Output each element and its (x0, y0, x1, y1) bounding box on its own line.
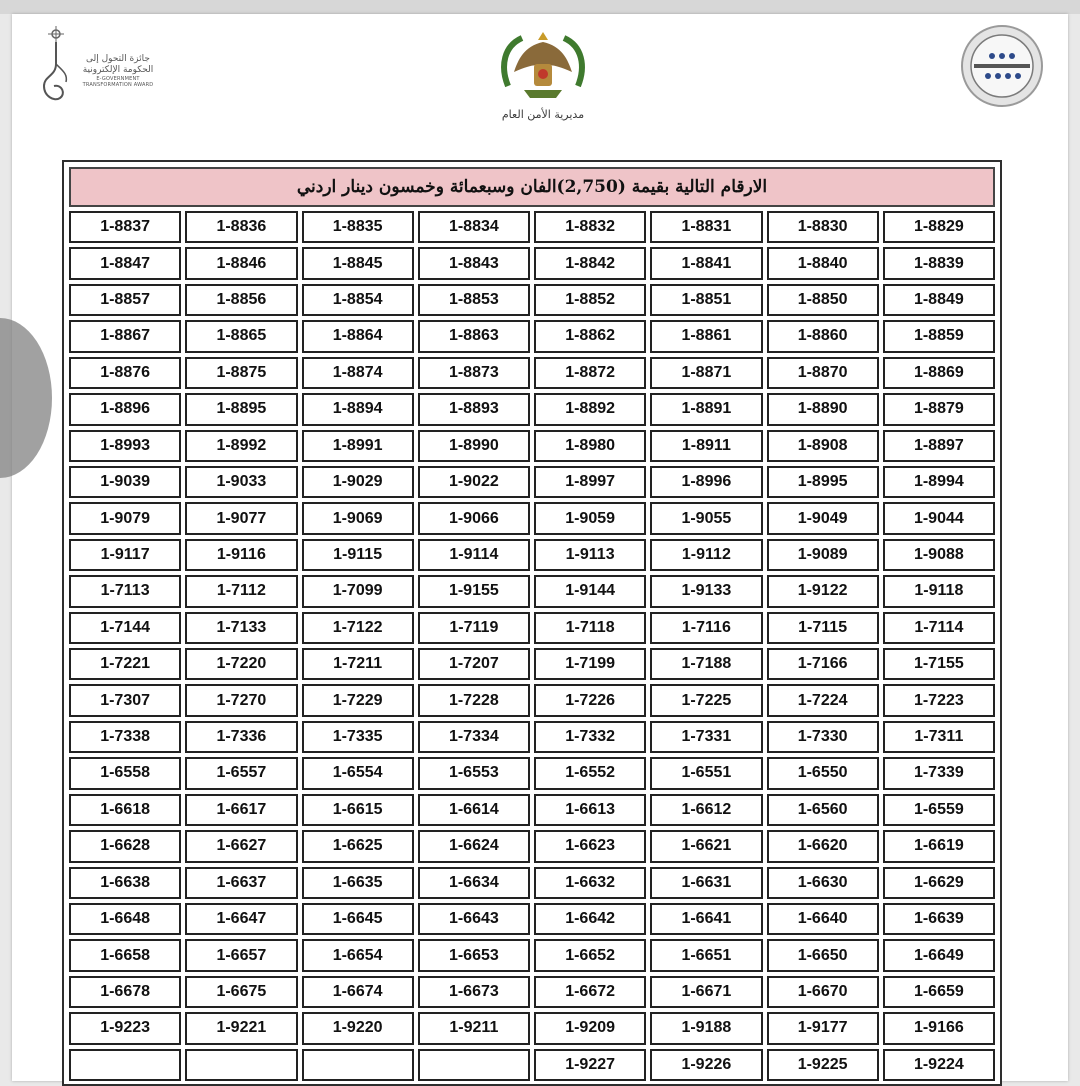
table-cell: 1-6672 (534, 976, 646, 1008)
table-cell: 1-8993 (69, 430, 181, 462)
table-cell: 1-6559 (883, 794, 995, 826)
table-cell: 1-9225 (767, 1049, 879, 1081)
table-cell: 1-7331 (650, 721, 762, 753)
table-cell: 1-7115 (767, 612, 879, 644)
table-cell: 1-8890 (767, 393, 879, 425)
table-cell: 1-6653 (418, 939, 530, 971)
table-cell: 1-7166 (767, 648, 879, 680)
table-cell: 1-9113 (534, 539, 646, 571)
table-cell: 1-7225 (650, 684, 762, 716)
table-cell: 1-6623 (534, 830, 646, 862)
table-cell: 1-6619 (883, 830, 995, 862)
table-cell: 1-8873 (418, 357, 530, 389)
table-cell: 1-8995 (767, 466, 879, 498)
table-cell: 1-6675 (185, 976, 297, 1008)
table-cell: 1-8864 (302, 320, 414, 352)
table-cell: 1-9022 (418, 466, 530, 498)
table-cell: 1-7339 (883, 757, 995, 789)
table-cell: 1-7223 (883, 684, 995, 716)
table-cell: 1-8854 (302, 284, 414, 316)
table-cell: 1-8867 (69, 320, 181, 352)
table-cell: 1-6648 (69, 903, 181, 935)
table-cell: 1-9055 (650, 502, 762, 534)
table-cell: 1-6625 (302, 830, 414, 862)
table-cell: 1-9089 (767, 539, 879, 571)
table-cell: 1-8829 (883, 211, 995, 243)
table-cell: 1-8911 (650, 430, 762, 462)
table-cell: 1-8860 (767, 320, 879, 352)
table-cell: 1-7229 (302, 684, 414, 716)
table-cell: 1-6641 (650, 903, 762, 935)
table-cell: 1-7122 (302, 612, 414, 644)
table-cell: 1-8896 (69, 393, 181, 425)
table-cell: 1-8836 (185, 211, 297, 243)
table-cell: 1-9177 (767, 1012, 879, 1044)
table-cell: 1-8863 (418, 320, 530, 352)
table-cell: 1-7307 (69, 684, 181, 716)
table-cell: 1-9114 (418, 539, 530, 571)
table-cell: 1-8894 (302, 393, 414, 425)
table-cell: 1-9155 (418, 575, 530, 607)
table-cell: 1-9059 (534, 502, 646, 534)
table-cell: 1-8849 (883, 284, 995, 316)
table-cell: 1-6645 (302, 903, 414, 935)
table-cell: 1-8843 (418, 247, 530, 279)
table-cell: 1-9066 (418, 502, 530, 534)
table-cell: 1-7133 (185, 612, 297, 644)
table-cell: 1-6628 (69, 830, 181, 862)
table-cell: 1-8996 (650, 466, 762, 498)
table-cell: 1-9039 (69, 466, 181, 498)
table-cell: 1-8845 (302, 247, 414, 279)
table-cell: 1-6617 (185, 794, 297, 826)
table-cell: 1-7113 (69, 575, 181, 607)
table-cell: 1-9116 (185, 539, 297, 571)
table-cell: 1-8856 (185, 284, 297, 316)
award-text (80, 54, 156, 88)
table-cell: 1-8859 (883, 320, 995, 352)
document-page (12, 14, 1068, 1081)
table-cell: 1-7221 (69, 648, 181, 680)
table-cell: 1-6678 (69, 976, 181, 1008)
table-cell: 1-8830 (767, 211, 879, 243)
table-cell: 1-8875 (185, 357, 297, 389)
table-cell: 1-9166 (883, 1012, 995, 1044)
table-cell: 1-8872 (534, 357, 646, 389)
table-cell: 1-6670 (767, 976, 879, 1008)
numbers-grid (69, 211, 995, 1081)
table-cell: 1-9033 (185, 466, 297, 498)
table-cell: 1-6620 (767, 830, 879, 862)
table-cell: 1-8991 (302, 430, 414, 462)
table-cell: 1-9220 (302, 1012, 414, 1044)
table-cell: 1-8851 (650, 284, 762, 316)
table-cell (185, 1049, 297, 1081)
table-cell: 1-6638 (69, 867, 181, 899)
table-cell: 1-7226 (534, 684, 646, 716)
table-cell: 1-9117 (69, 539, 181, 571)
table-cell: 1-8891 (650, 393, 762, 425)
table-cell: 1-6550 (767, 757, 879, 789)
table-cell: 1-7338 (69, 721, 181, 753)
table-cell (302, 1049, 414, 1081)
table-cell: 1-9211 (418, 1012, 530, 1044)
table-cell: 1-7330 (767, 721, 879, 753)
table-cell: 1-9224 (883, 1049, 995, 1081)
table-cell: 1-8871 (650, 357, 762, 389)
table-cell: 1-9227 (534, 1049, 646, 1081)
award-line-2: الحكومة الإلكترونية (82, 65, 154, 75)
emblem-caption: مديرية الأمن العام (501, 108, 585, 121)
table-cell: 1-9122 (767, 575, 879, 607)
table-cell: 1-7099 (302, 575, 414, 607)
table-cell: 1-9133 (650, 575, 762, 607)
table-title: الارقام التالية بقيمة (2,750)الفان وسبعمائة وخمسون دينار اردني (69, 167, 995, 207)
table-cell: 1-8895 (185, 393, 297, 425)
table-cell: 1-6629 (883, 867, 995, 899)
table-cell: 1-6643 (418, 903, 530, 935)
table-cell: 1-9115 (302, 539, 414, 571)
table-cell: 1-8832 (534, 211, 646, 243)
table-cell: 1-6647 (185, 903, 297, 935)
table-cell: 1-7155 (883, 648, 995, 680)
table-cell: 1-8990 (418, 430, 530, 462)
numbers-table (62, 160, 1002, 1086)
table-cell: 1-8997 (534, 466, 646, 498)
table-cell: 1-8861 (650, 320, 762, 352)
table-cell: 1-6671 (650, 976, 762, 1008)
e-government-award-logo (32, 24, 152, 124)
table-cell: 1-8846 (185, 247, 297, 279)
table-cell: 1-8874 (302, 357, 414, 389)
table-cell: 1-6658 (69, 939, 181, 971)
table-cell: 1-6560 (767, 794, 879, 826)
table-cell: 1-6649 (883, 939, 995, 971)
table-cell: 1-8840 (767, 247, 879, 279)
table-cell: 1-8831 (650, 211, 762, 243)
table-cell: 1-6557 (185, 757, 297, 789)
table-cell: 1-8834 (418, 211, 530, 243)
table-cell: 1-7220 (185, 648, 297, 680)
table-cell: 1-8992 (185, 430, 297, 462)
table-cell: 1-8892 (534, 393, 646, 425)
table-cell: 1-8862 (534, 320, 646, 352)
table-cell: 1-9049 (767, 502, 879, 534)
table-cell: 1-8994 (883, 466, 995, 498)
table-cell: 1-9226 (650, 1049, 762, 1081)
table-cell: 1-9069 (302, 502, 414, 534)
table-cell: 1-6642 (534, 903, 646, 935)
table-cell: 1-6624 (418, 830, 530, 862)
table-cell: 1-8870 (767, 357, 879, 389)
table-cell: 1-8893 (418, 393, 530, 425)
award-english: E-GOVERNMENT TRANSFORMATION AWARD (82, 76, 154, 88)
table-cell: 1-8839 (883, 247, 995, 279)
table-cell: 1-6632 (534, 867, 646, 899)
table-cell: 1-9144 (534, 575, 646, 607)
document-header (12, 14, 1068, 154)
table-cell: 1-9223 (69, 1012, 181, 1044)
table-cell: 1-6659 (883, 976, 995, 1008)
table-cell: 1-7336 (185, 721, 297, 753)
table-cell: 1-6631 (650, 867, 762, 899)
table-cell: 1-6630 (767, 867, 879, 899)
table-cell: 1-8841 (650, 247, 762, 279)
table-cell: 1-6612 (650, 794, 762, 826)
table-cell: 1-8837 (69, 211, 181, 243)
table-cell: 1-8869 (883, 357, 995, 389)
table-cell: 1-8852 (534, 284, 646, 316)
table-cell: 1-9209 (534, 1012, 646, 1044)
table-cell: 1-6673 (418, 976, 530, 1008)
table-cell: 1-7118 (534, 612, 646, 644)
table-cell: 1-8857 (69, 284, 181, 316)
table-cell: 1-6554 (302, 757, 414, 789)
table-cell: 1-8865 (185, 320, 297, 352)
table-cell: 1-8876 (69, 357, 181, 389)
table-cell: 1-6651 (650, 939, 762, 971)
table-cell: 1-8908 (767, 430, 879, 462)
table-cell: 1-7334 (418, 721, 530, 753)
table-cell: 1-9044 (883, 502, 995, 534)
award-ribbon-icon (32, 24, 82, 114)
seal-of-excellence-badge (960, 24, 1044, 108)
table-cell: 1-6674 (302, 976, 414, 1008)
table-cell: 1-7270 (185, 684, 297, 716)
table-cell: 1-7199 (534, 648, 646, 680)
table-cell: 1-7112 (185, 575, 297, 607)
public-security-emblem (494, 26, 592, 126)
table-cell: 1-6639 (883, 903, 995, 935)
table-cell: 1-9221 (185, 1012, 297, 1044)
table-cell: 1-6553 (418, 757, 530, 789)
table-cell: 1-7224 (767, 684, 879, 716)
table-cell: 1-8879 (883, 393, 995, 425)
table-cell: 1-9188 (650, 1012, 762, 1044)
table-cell: 1-8842 (534, 247, 646, 279)
table-cell: 1-7119 (418, 612, 530, 644)
table-cell: 1-7332 (534, 721, 646, 753)
table-cell: 1-6627 (185, 830, 297, 862)
table-cell: 1-7116 (650, 612, 762, 644)
table-cell: 1-8850 (767, 284, 879, 316)
table-cell: 1-7335 (302, 721, 414, 753)
table-cell: 1-7211 (302, 648, 414, 680)
table-cell: 1-6634 (418, 867, 530, 899)
table-cell: 1-7311 (883, 721, 995, 753)
excellence-seal-icon (960, 24, 1044, 108)
table-cell: 1-6652 (534, 939, 646, 971)
table-cell: 1-8835 (302, 211, 414, 243)
table-cell: 1-8897 (883, 430, 995, 462)
table-cell: 1-6613 (534, 794, 646, 826)
table-cell: 1-9112 (650, 539, 762, 571)
table-cell: 1-9079 (69, 502, 181, 534)
table-cell: 1-7207 (418, 648, 530, 680)
table-cell: 1-6615 (302, 794, 414, 826)
table-cell: 1-8980 (534, 430, 646, 462)
eagle-emblem-icon (494, 26, 592, 106)
top-strip (0, 0, 1080, 14)
table-cell: 1-8853 (418, 284, 530, 316)
table-cell: 1-7228 (418, 684, 530, 716)
table-cell: 1-6654 (302, 939, 414, 971)
table-cell: 1-6614 (418, 794, 530, 826)
table-cell: 1-7188 (650, 648, 762, 680)
table-cell: 1-6650 (767, 939, 879, 971)
table-cell: 1-6640 (767, 903, 879, 935)
table-cell: 1-6621 (650, 830, 762, 862)
table-cell (418, 1049, 530, 1081)
table-cell: 1-9088 (883, 539, 995, 571)
table-cell: 1-9077 (185, 502, 297, 534)
table-cell: 1-8847 (69, 247, 181, 279)
table-cell: 1-6635 (302, 867, 414, 899)
table-cell (69, 1049, 181, 1081)
award-line-1: جائزة التحول إلى (86, 54, 150, 64)
table-cell: 1-6551 (650, 757, 762, 789)
table-cell: 1-6558 (69, 757, 181, 789)
table-cell: 1-6618 (69, 794, 181, 826)
table-cell: 1-9029 (302, 466, 414, 498)
table-cell: 1-6657 (185, 939, 297, 971)
table-cell: 1-6637 (185, 867, 297, 899)
table-cell: 1-9118 (883, 575, 995, 607)
table-cell: 1-6552 (534, 757, 646, 789)
table-cell: 1-7114 (883, 612, 995, 644)
table-cell: 1-7144 (69, 612, 181, 644)
